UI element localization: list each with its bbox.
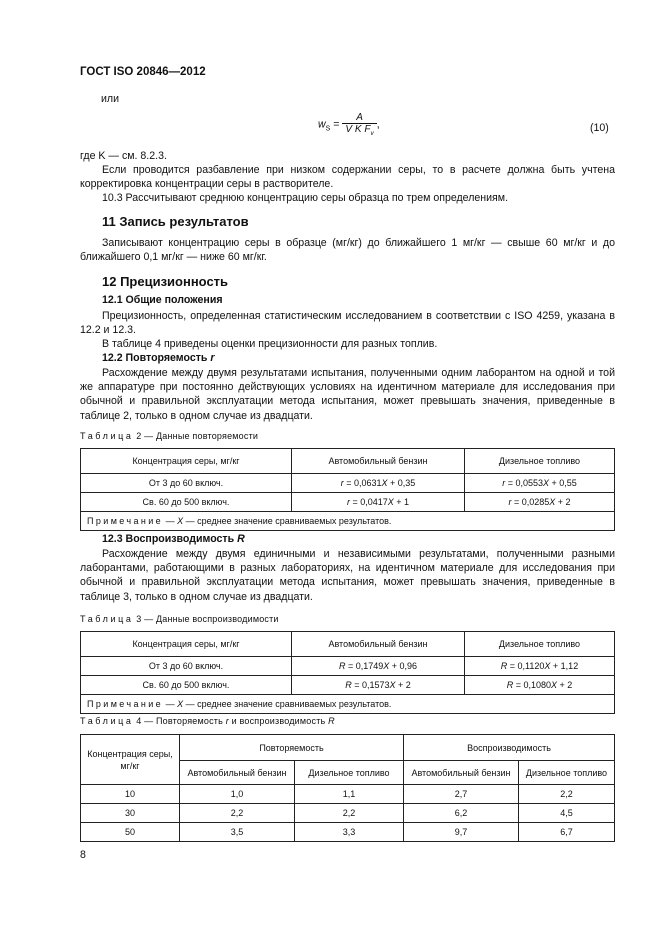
table3-caption-word: Таблица xyxy=(80,614,134,624)
text-ili: или xyxy=(101,93,120,105)
table3-note-word: Примечание xyxy=(87,699,164,709)
table2-cell: r = 0,0553X + 0,55 xyxy=(465,474,615,493)
formula-comma: , xyxy=(376,118,380,131)
formula-10 xyxy=(318,112,380,137)
table4-cell: 6,7 xyxy=(519,823,615,842)
table2 xyxy=(80,448,615,531)
table3-header: Дизельное топливо xyxy=(465,632,615,657)
paragraph-recording: Записывают концентрацию серы в образце (мг/кг) до ближайшего 1 мг/кг — свыше 60 мг/кг и до ближайшего 0,1 мг/кг — ниже 60 мг/кг. xyxy=(80,237,615,264)
table4-cell: 30 xyxy=(81,804,180,823)
table2-caption-rest: 2 — Данные повторяемости xyxy=(133,431,259,441)
formula-den-sub: v xyxy=(370,130,374,137)
table3-cell: R = 0,1749X + 0,96 xyxy=(292,657,465,676)
table-row xyxy=(81,695,615,714)
table4-cell: 6,2 xyxy=(404,804,519,823)
table4-caption: Таблица 4 — Повторяемость r и воспроизводимость R xyxy=(80,716,335,726)
table3-cell: R = 0,1120X + 1,12 xyxy=(465,657,615,676)
table-row xyxy=(81,823,615,842)
table2-cell: r = 0,0417X + 1 xyxy=(292,493,465,512)
table2-cell: r = 0,0285X + 2 xyxy=(465,493,615,512)
formula-numerator: A xyxy=(342,112,376,124)
table2-note: Примечание — X — среднее значение сравниваемых результатов. xyxy=(81,512,615,531)
paragraph-dilution: Если проводится разбавление при низком содержании серы, то в расчете должна быть учтена корректировка концентрации серы в растворителе. xyxy=(80,164,615,191)
paragraph-reproducibility: Расхождение между двумя единичными и независимыми результатами, полученными разными лаборантами, работающими в разных лабораториях, на идентичном материале для исследования при обычной и правильной эксплуатации метода испытания, может превышать значения, приведенные в таблице 3, только в одном случае из двадцати. xyxy=(80,548,615,603)
page-number: 8 xyxy=(80,849,86,861)
formula-denominator xyxy=(342,124,376,137)
table4-cell: 9,7 xyxy=(404,823,519,842)
paragraph-10-3: 10.3 Рассчитывают среднюю концентрацию серы образца по трем определениям. xyxy=(102,192,509,204)
table-row xyxy=(81,785,615,804)
document-header: ГОСТ ISO 20846—2012 xyxy=(80,66,206,78)
table3-cell: R = 0,1573X + 2 xyxy=(292,676,465,695)
table2-cell: r = 0,0631X + 0,35 xyxy=(292,474,465,493)
table4-cell: 3,3 xyxy=(295,823,404,842)
table4 xyxy=(80,734,615,842)
table2-caption xyxy=(80,431,258,441)
table2-header: Концентрация серы, мг/кг xyxy=(81,449,292,474)
table4-caption-word: Таблица xyxy=(80,716,134,726)
paragraph-precision: Прецизионность, определенная статистическим исследованием в соответствии с ISO 4259, указана в 12.2 и 12.3. xyxy=(80,310,615,337)
table3-cell: От 3 до 60 включ. xyxy=(81,657,292,676)
table3 xyxy=(80,631,615,714)
table4-cell: 2,2 xyxy=(180,804,295,823)
table4-subheader: Дизельное топливо xyxy=(295,761,404,785)
table4-cell: 2,2 xyxy=(519,785,615,804)
text-where: где K — см. 8.2.3. xyxy=(80,150,167,162)
formula-number: (10) xyxy=(590,122,609,134)
table2-header: Автомобильный бензин xyxy=(292,449,465,474)
table3-note: Примечание — X — среднее значение сравниваемых результатов. xyxy=(81,695,615,714)
paragraph-precision-2: В таблице 4 приведены оценки прецизионности для разных топлив. xyxy=(102,338,438,350)
formula-lhs: w xyxy=(318,118,326,131)
table2-header: Дизельное топливо xyxy=(465,449,615,474)
heading-12-2: 12.2 Повторяемость r xyxy=(102,352,215,364)
table4-cell: 3,5 xyxy=(180,823,295,842)
table4-cell: 10 xyxy=(81,785,180,804)
table3-header: Концентрация серы, мг/кг xyxy=(81,632,292,657)
table4-cell: 1,1 xyxy=(295,785,404,804)
heading-section-11: 11 Запись результатов xyxy=(102,214,249,229)
table4-header-reproducibility: Воспроизводимость xyxy=(404,735,615,761)
table-row xyxy=(81,493,615,512)
table-row xyxy=(81,474,615,493)
heading-section-12: 12 Прецизионность xyxy=(102,274,229,289)
heading-12-3: 12.3 Воспроизводимость R xyxy=(102,533,245,545)
table3-caption-rest: 3 — Данные воспроизводимости xyxy=(133,614,279,624)
table-row xyxy=(81,512,615,531)
table4-subheader: Автомобильный бензин xyxy=(180,761,295,785)
table2-cell: Св. 60 до 500 включ. xyxy=(81,493,292,512)
table-row xyxy=(81,676,615,695)
table4-cell: 50 xyxy=(81,823,180,842)
table-row xyxy=(81,657,615,676)
table2-caption-word: Таблица xyxy=(80,431,134,441)
formula-fraction xyxy=(342,112,376,137)
table3-header: Автомобильный бензин xyxy=(292,632,465,657)
table2-cell: От 3 до 60 включ. xyxy=(81,474,292,493)
table4-cell: 2,7 xyxy=(404,785,519,804)
paragraph-repeatability: Расхождение между двумя результатами испытания, полученными одним лаборантом на одной и той же аппаратуре при постоянно действующих условиях на идентичном материале для исследования при обычной и правильной эксплуатации метода испытания, может превышать значения, приведенные в таблице 2, только в одном случае из двадцати. xyxy=(80,367,615,422)
table3-cell: R = 0,1080X + 2 xyxy=(465,676,615,695)
table4-subheader: Автомобильный бензин xyxy=(404,761,519,785)
table4-cell: 4,5 xyxy=(519,804,615,823)
heading-12-1: 12.1 Общие положения xyxy=(102,294,223,306)
table4-subheader: Дизельное топливо xyxy=(519,761,615,785)
table4-cell: 1,0 xyxy=(180,785,295,804)
formula-lhs-sub: S xyxy=(325,125,331,133)
table2-note-word: Примечание xyxy=(87,516,164,526)
table3-caption xyxy=(80,614,279,624)
table4-header-repeatability: Повторяемость xyxy=(180,735,404,761)
table3-cell: Св. 60 до 500 включ. xyxy=(81,676,292,695)
table4-cell: 2,2 xyxy=(295,804,404,823)
table-row xyxy=(81,804,615,823)
formula-den-main: V K F xyxy=(345,124,371,135)
formula-eq: = xyxy=(333,118,340,131)
table4-header-concentration: Концентрация серы, мг/кг xyxy=(81,735,180,785)
